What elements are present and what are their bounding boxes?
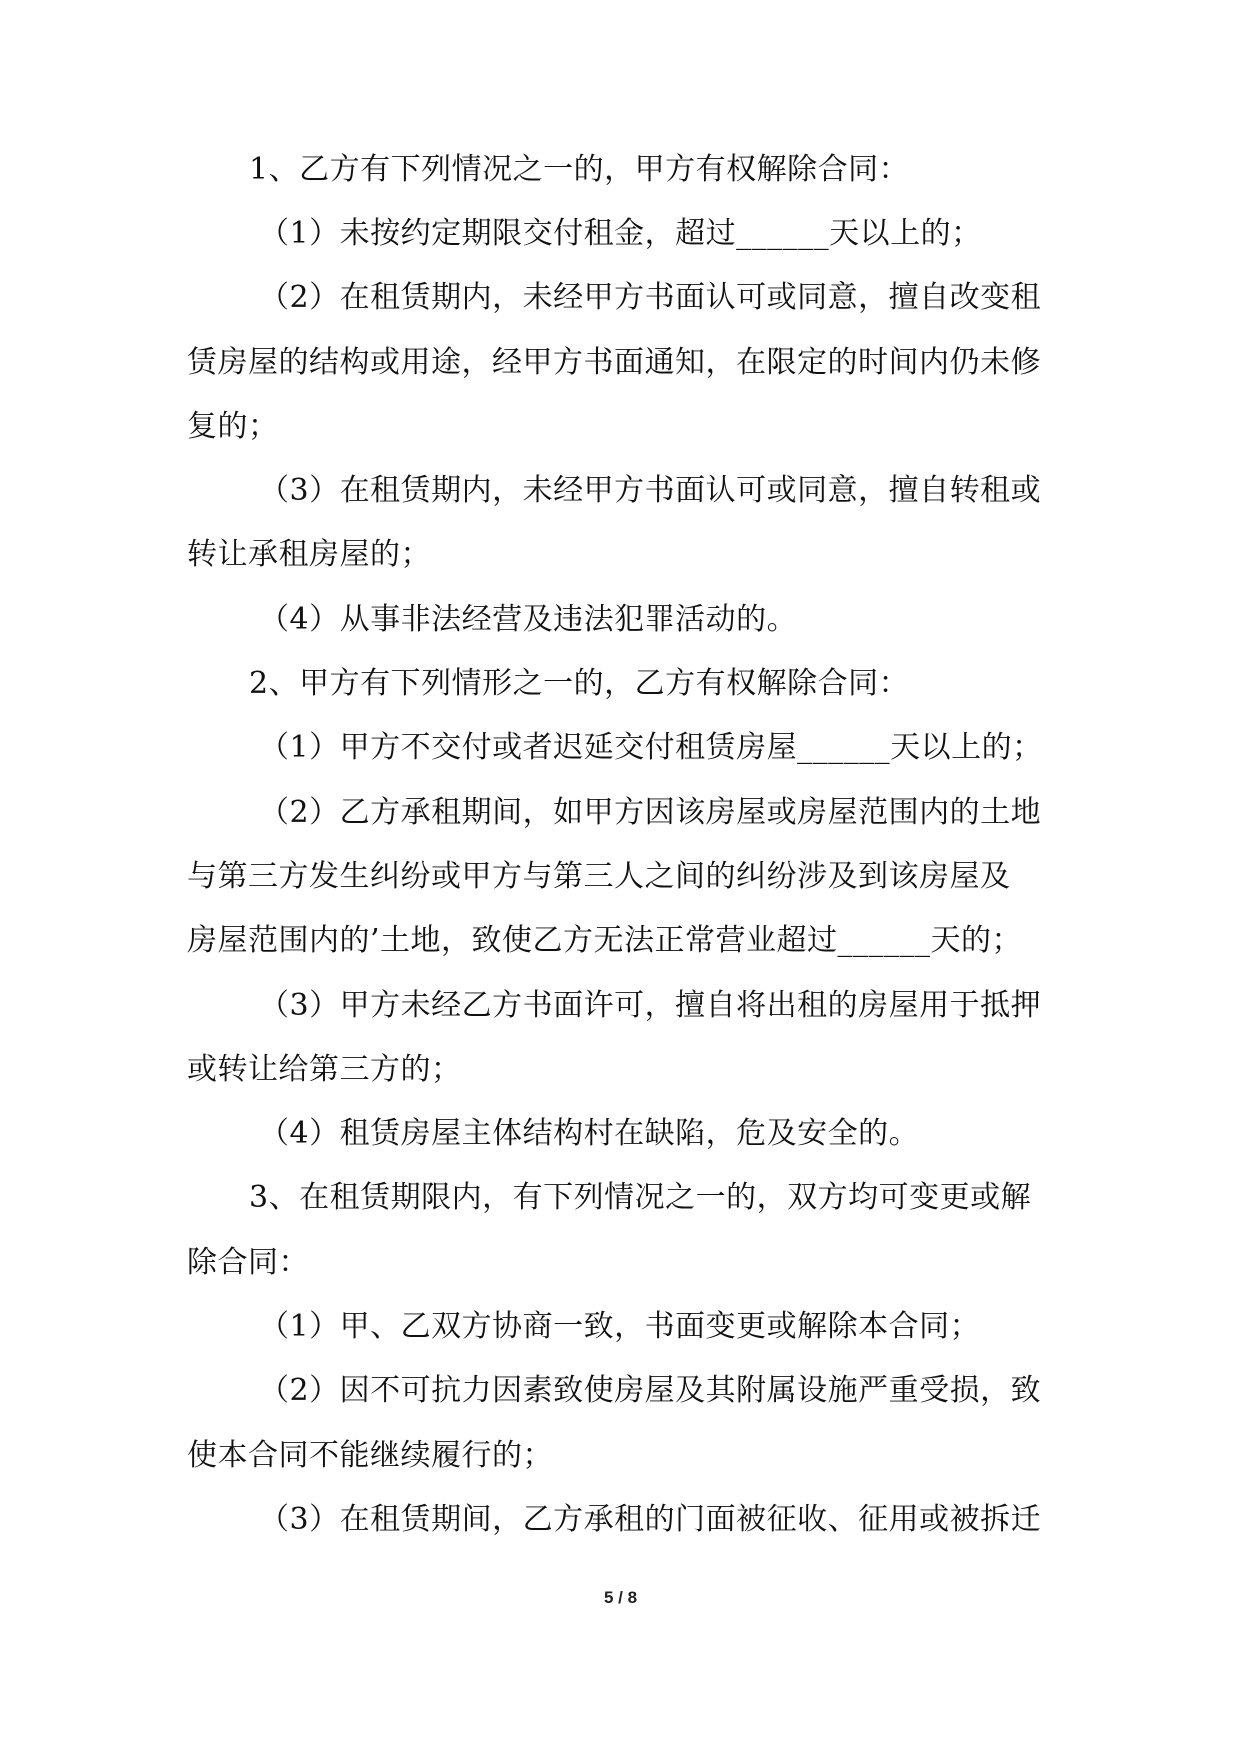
clause-2-item-1: （1）甲方不交付或者迟延交付租赁房屋______天以上的； [259, 730, 1043, 765]
clause-3-item-1: （1）甲、乙双方协商一致，书面变更或解除本合同； [259, 1309, 981, 1344]
clause-2-item-2: （2）乙方承租期间，如甲方因该房屋或房屋范围内的土地 [259, 795, 1042, 830]
clause-3-item-3: （3）在租赁期间，乙方承租的门面被征收、征用或被拆迁 [259, 1502, 1042, 1537]
clause-1-item-4: （4）从事非法经营及违法犯罪活动的。 [259, 602, 798, 637]
clause-3-item-2: （2）因不可抗力因素致使房屋及其附属设施严重受损，致 [259, 1373, 1042, 1408]
clause-1-item-3-cont: 转让承租房屋的； [187, 537, 431, 572]
clause-3-item-2-cont: 使本合同不能继续履行的； [187, 1438, 553, 1473]
clause-1-item-1: （1）未按约定期限交付租金，超过______天以上的； [259, 216, 982, 251]
clause-1-heading: 1、乙方有下列情况之一的，甲方有权解除合同： [249, 152, 910, 187]
clause-2-item-2-cont: 与第三方发生纠纷或甲方与第三人之间的纠纷涉及到该房屋及 [187, 859, 1011, 894]
clause-3-heading: 3、在租赁期限内，有下列情况之一的，双方均可变更或解 [249, 1180, 1032, 1215]
clause-1-item-2: （2）在租赁期内，未经甲方书面认可或同意，擅自改变租 [259, 280, 1042, 315]
clause-2-heading: 2、甲方有下列情形之一的，乙方有权解除合同： [249, 666, 910, 701]
clause-1-item-2-cont: 复的； [187, 409, 279, 444]
clause-2-item-4: （4）租赁房屋主体结构村在缺陷，危及安全的。 [259, 1116, 920, 1151]
clause-3-heading-cont: 除合同： [187, 1245, 309, 1280]
page-number: 5 / 8 [603, 1588, 638, 1607]
clause-2-item-3: （3）甲方未经乙方书面许可，擅自将出租的房屋用于抵押 [259, 988, 1042, 1023]
clause-2-item-3-cont: 或转让给第三方的； [187, 1052, 462, 1087]
clause-1-item-3: （3）在租赁期内，未经甲方书面认可或同意，擅自转租或 [259, 473, 1042, 508]
clause-1-item-2-cont: 赁房屋的结构或用途，经甲方书面通知，在限定的时间内仍未修 [187, 345, 1041, 380]
clause-2-item-2-cont: 房屋范围内的’土地，致使乙方无法正常营业超过______天的； [187, 923, 1023, 958]
